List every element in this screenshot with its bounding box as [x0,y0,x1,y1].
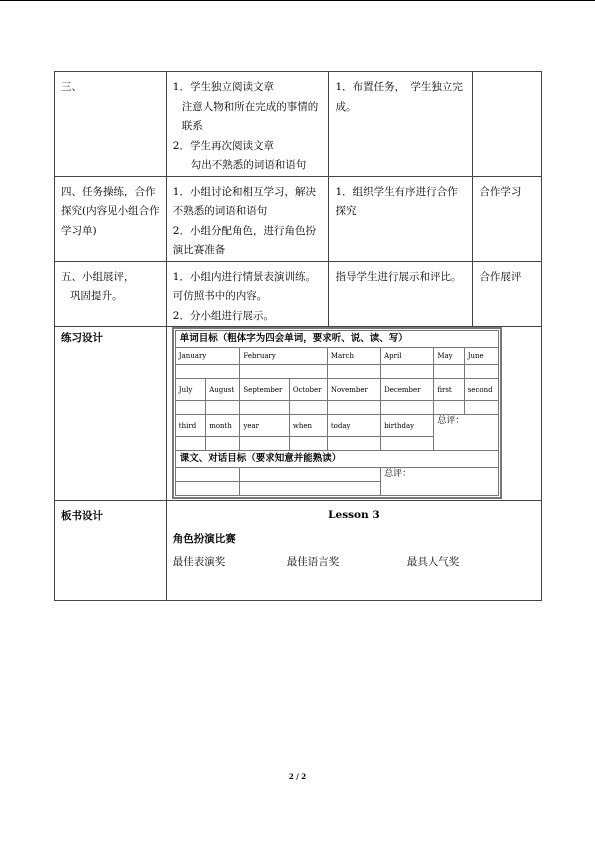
vocab-word: May [434,348,464,365]
blank-cell [381,401,434,415]
table-row [55,72,542,177]
vocab-target-box [172,327,502,499]
blank-cell [240,401,289,415]
vocab-word: July [175,379,205,401]
vocab-word: January [175,348,240,365]
vocab-word: third [175,415,205,437]
blank-cell [327,365,380,379]
blank-cell [464,365,498,379]
note-cell [473,72,542,177]
stage-cell: 五、小组展评， 巩固提升。 [55,261,167,327]
student-activity-cell: 1．小组讨论和相互学习，解决不熟悉的词语和语句 2．小组分配角色，进行角色扮演比赛准备 [166,176,329,261]
blank-cell [434,365,464,379]
student-activity-cell: 1．学生独立阅读文章 注意人物和所在完成的事情的联系 2．学生再次阅读文章 勾出不熟悉的词语和语句 [166,72,329,177]
awards-line [173,553,535,573]
vocab-word: first [434,379,464,401]
blank-cell [175,401,205,415]
table-row [55,176,542,261]
blank-cell [240,437,289,451]
vocab-word: November [327,379,380,401]
board-label: 板书设计 [55,501,167,601]
vocab-word: August [206,379,240,401]
award-item: 最佳语言奖 [286,556,340,568]
blank-cell [327,401,380,415]
practice-cell [166,327,541,501]
blank-cell [175,365,240,379]
vocab-total-rating: 总评： [434,415,499,451]
page-top-rule [0,0,595,1]
blank-cell [289,437,327,451]
lesson-plan-table [54,71,542,601]
stage-cell: 三、 [55,72,167,177]
blank-cell [175,437,205,451]
vocab-word: year [240,415,289,437]
table-row [55,501,542,601]
note-cell: 合作展评 [473,261,542,327]
blank-cell [175,468,240,482]
teacher-activity-cell: 1．布置任务， 学生独立完成。 [329,72,473,177]
blank-cell [175,482,240,496]
vocab-word: second [464,379,498,401]
blank-cell [381,365,434,379]
blank-cell [464,401,498,415]
award-item: 最佳表演奖 [172,556,226,568]
practice-label: 练习设计 [55,327,167,501]
vocab-header: 单词目标（粗体字为四会单词，要求听、说、读、写） [175,331,498,348]
board-design-cell [166,501,541,601]
blank-cell [240,365,327,379]
vocab-word: today [327,415,380,437]
blank-cell [240,468,381,482]
vocab-word: April [381,348,434,365]
vocab-word: month [206,415,240,437]
student-activity-cell: 1．小组内进行情景表演训练。可仿照书中的内容。 2．分小组进行展示。 [166,261,329,327]
lesson-title: Lesson 3 [328,509,380,521]
vocab-table [175,330,499,496]
blank-cell [434,401,464,415]
note-cell: 合作学习 [473,176,542,261]
blank-cell [240,482,381,496]
blank-cell [206,401,240,415]
blank-cell [327,437,380,451]
teacher-activity-cell: 1．组织学生有序进行合作探究 [329,176,473,261]
page-number: 2 / 2 [288,772,307,781]
blank-cell [289,401,327,415]
blank-cell [206,437,240,451]
vocab-word: October [289,379,327,401]
text-target-header: 课文、对话目标（要求知意并能熟读） [175,451,498,468]
text-total-rating: 总评： [381,468,499,496]
vocab-word: birthday [381,415,434,437]
stage-cell: 四、任务操练，合作探究(内容见小组合作学习单) [55,176,167,261]
vocab-word: when [289,415,327,437]
vocab-word: September [240,379,289,401]
table-row [55,327,542,501]
teacher-activity-cell: 指导学生进行展示和评比。 [329,261,473,327]
vocab-word: June [464,348,498,365]
board-title: 角色扮演比赛 [172,532,236,545]
award-item: 最具人气奖 [406,556,460,568]
vocab-word: December [381,379,434,401]
vocab-word: March [327,348,380,365]
blank-cell [381,437,434,451]
table-row [55,261,542,327]
vocab-word: February [240,348,327,365]
